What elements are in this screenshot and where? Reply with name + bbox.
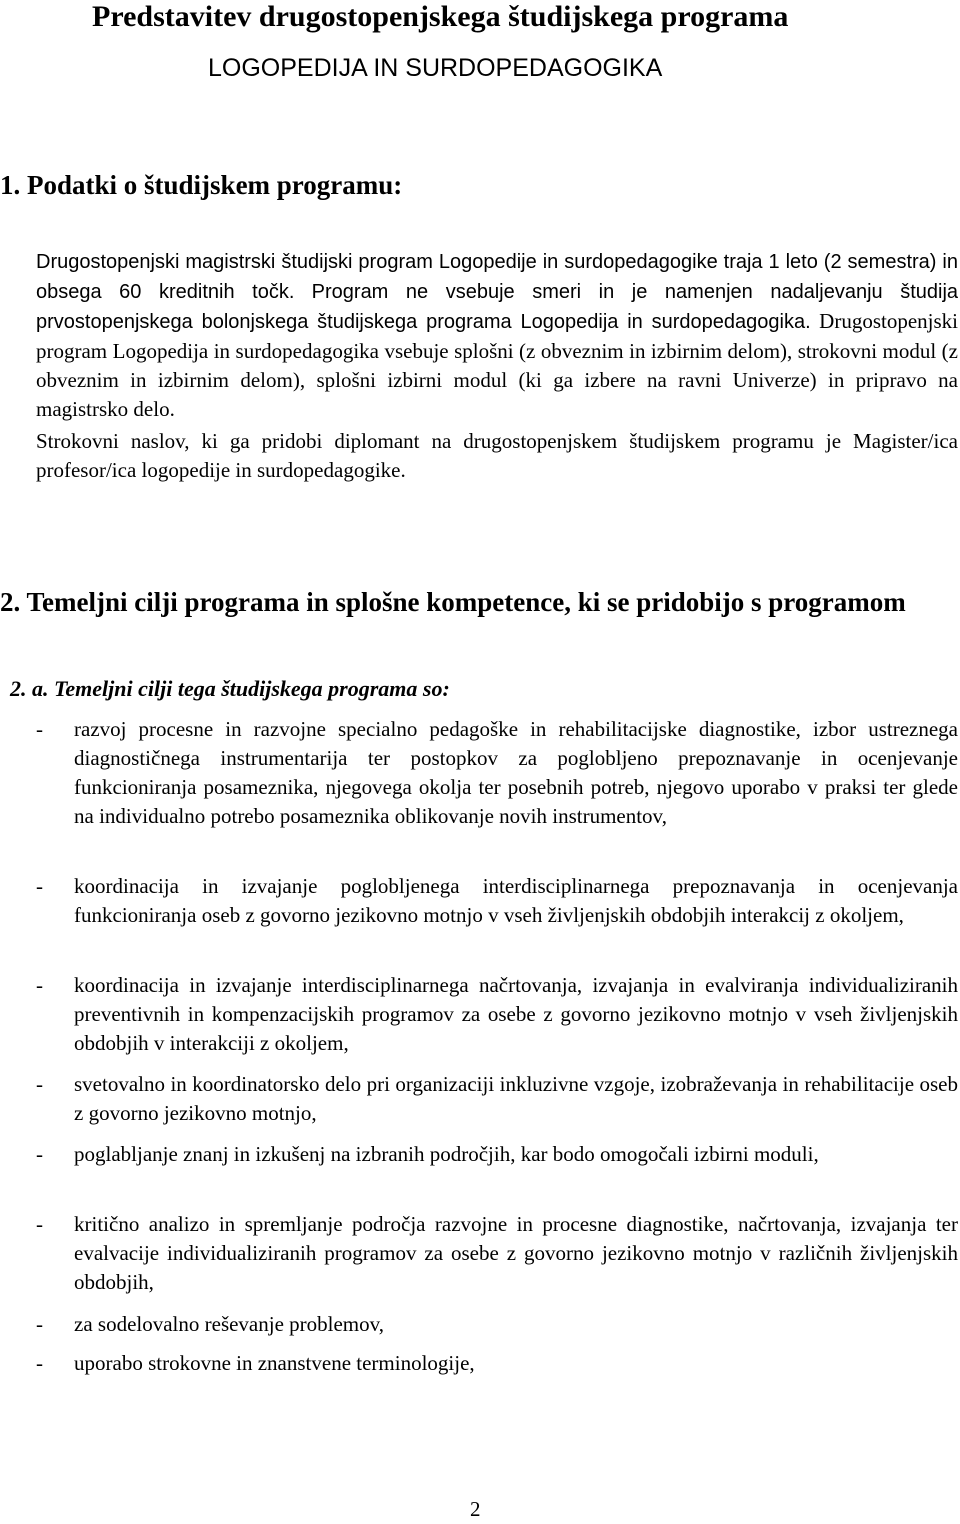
document-title: Predstavitev drugostopenjskega študijskega programa <box>92 0 789 33</box>
list-item <box>36 872 958 930</box>
list-item <box>36 971 958 1058</box>
list-item <box>36 715 958 831</box>
list-item <box>36 1210 958 1297</box>
list-item-text: svetovalno in koordinatorsko delo pri organizaciji inkluzivne vzgoje, izobraževanja in rehabilitacije oseb z govorno jezikovno motnjo, <box>74 1072 958 1125</box>
program-name: LOGOPEDIJA IN SURDOPEDAGOGIKA <box>208 54 663 82</box>
list-item-text: uporabo strokovne in znanstvene terminologije, <box>74 1351 475 1375</box>
list-bullet: - <box>36 1212 43 1236</box>
page-number: 2 <box>470 1497 481 1521</box>
program-purpose-text: Program ne vsebuje smeri in je namenjen nadaljevanju študija prvostopenjskega bolonjskega študijskega programa Logopedija in surdopedagogika. <box>36 281 959 333</box>
list-item <box>36 1310 958 1339</box>
list-bullet: - <box>36 874 43 898</box>
section-2a-heading: 2. a. Temeljni cilji tega študijskega programa so: <box>10 676 450 701</box>
list-bullet: - <box>36 1142 43 1166</box>
list-item-text: koordinacija in izvajanje interdisciplinarnega načrtovanja, izvajanja in evalviranja individualiziranih preventivnih in kompenzacijskih programov za osebe z govorno jezikovno motnjo v vseh življenjskih obdobjih v interakciji z okoljem, <box>74 973 958 1055</box>
list-bullet: - <box>36 1351 43 1375</box>
section-1-heading: 1. Podatki o študijskem programu: <box>0 170 403 200</box>
list-item-text: koordinacija in izvajanje poglobljenega interdisciplinarnega prepoznavanja in ocenjevanja funkcioniranja oseb z govorno jezikovno motnjo v vseh življenjskih obdobjih interakcij z okoljem, <box>74 874 958 927</box>
list-bullet: - <box>36 717 43 741</box>
list-item <box>36 1349 958 1378</box>
list-item-text: poglabljanje znanj in izkušenj na izbranih področjih, kar bodo omogočali izbirni moduli, <box>74 1142 819 1166</box>
list-item <box>36 1070 958 1128</box>
list-bullet: - <box>36 1312 43 1336</box>
list-item-text: razvoj procesne in razvojne specialno pedagoške in rehabilitacijske diagnostike, izbor ustreznega diagnostičnega instrumentarija ter postopkov za poglobljeno prepoznavanje in ocenjevanje funkcioniranja posameznika, njegovega okolja ter posebnih potreb, njegovo uporabo v praksi ter glede na individualno potrebo posameznika oblikovanje novih instrumentov, <box>74 717 958 828</box>
section-2-heading: 2. Temeljni cilji programa in splošne kompetence, ki se pridobijo s programom <box>0 587 906 617</box>
section-1-paragraph-1 <box>36 247 958 424</box>
list-bullet: - <box>36 1072 43 1096</box>
list-bullet: - <box>36 973 43 997</box>
list-item <box>36 1140 958 1169</box>
program-structure-text: Drugostopenjski program Logopedija in surdopedagogika vsebuje splošni (z obveznim in izbirnim delom), strokovni modul (z obveznim in izbirnim delom), splošni izbirni modul (ki ga izbere na ravni Univerze) in pripravo na magistrsko delo. <box>36 309 958 421</box>
program-duration-text: Drugostopenjski magistrski študijski program Logopedije in surdopedagogike traja 1 leto (2 semestra) in obsega 60 kreditnih točk. <box>36 251 958 303</box>
list-item-text: za sodelovalno reševanje problemov, <box>74 1312 385 1336</box>
professional-title-paragraph: Strokovni naslov, ki ga pridobi diplomant na drugostopenjskem študijskem programu je Magister/ica profesor/ica logopedije in surdopedagogike. <box>36 429 958 482</box>
section-1-body <box>36 247 958 485</box>
list-item-text: kritično analizo in spremljanje področja razvojne in procesne diagnostike, načrtovanja, izvajanja ter evalvacije individualiziranih programov za osebe z govorno jezikovno motnjo v različnih življenjskih obdobjih, <box>74 1212 958 1294</box>
